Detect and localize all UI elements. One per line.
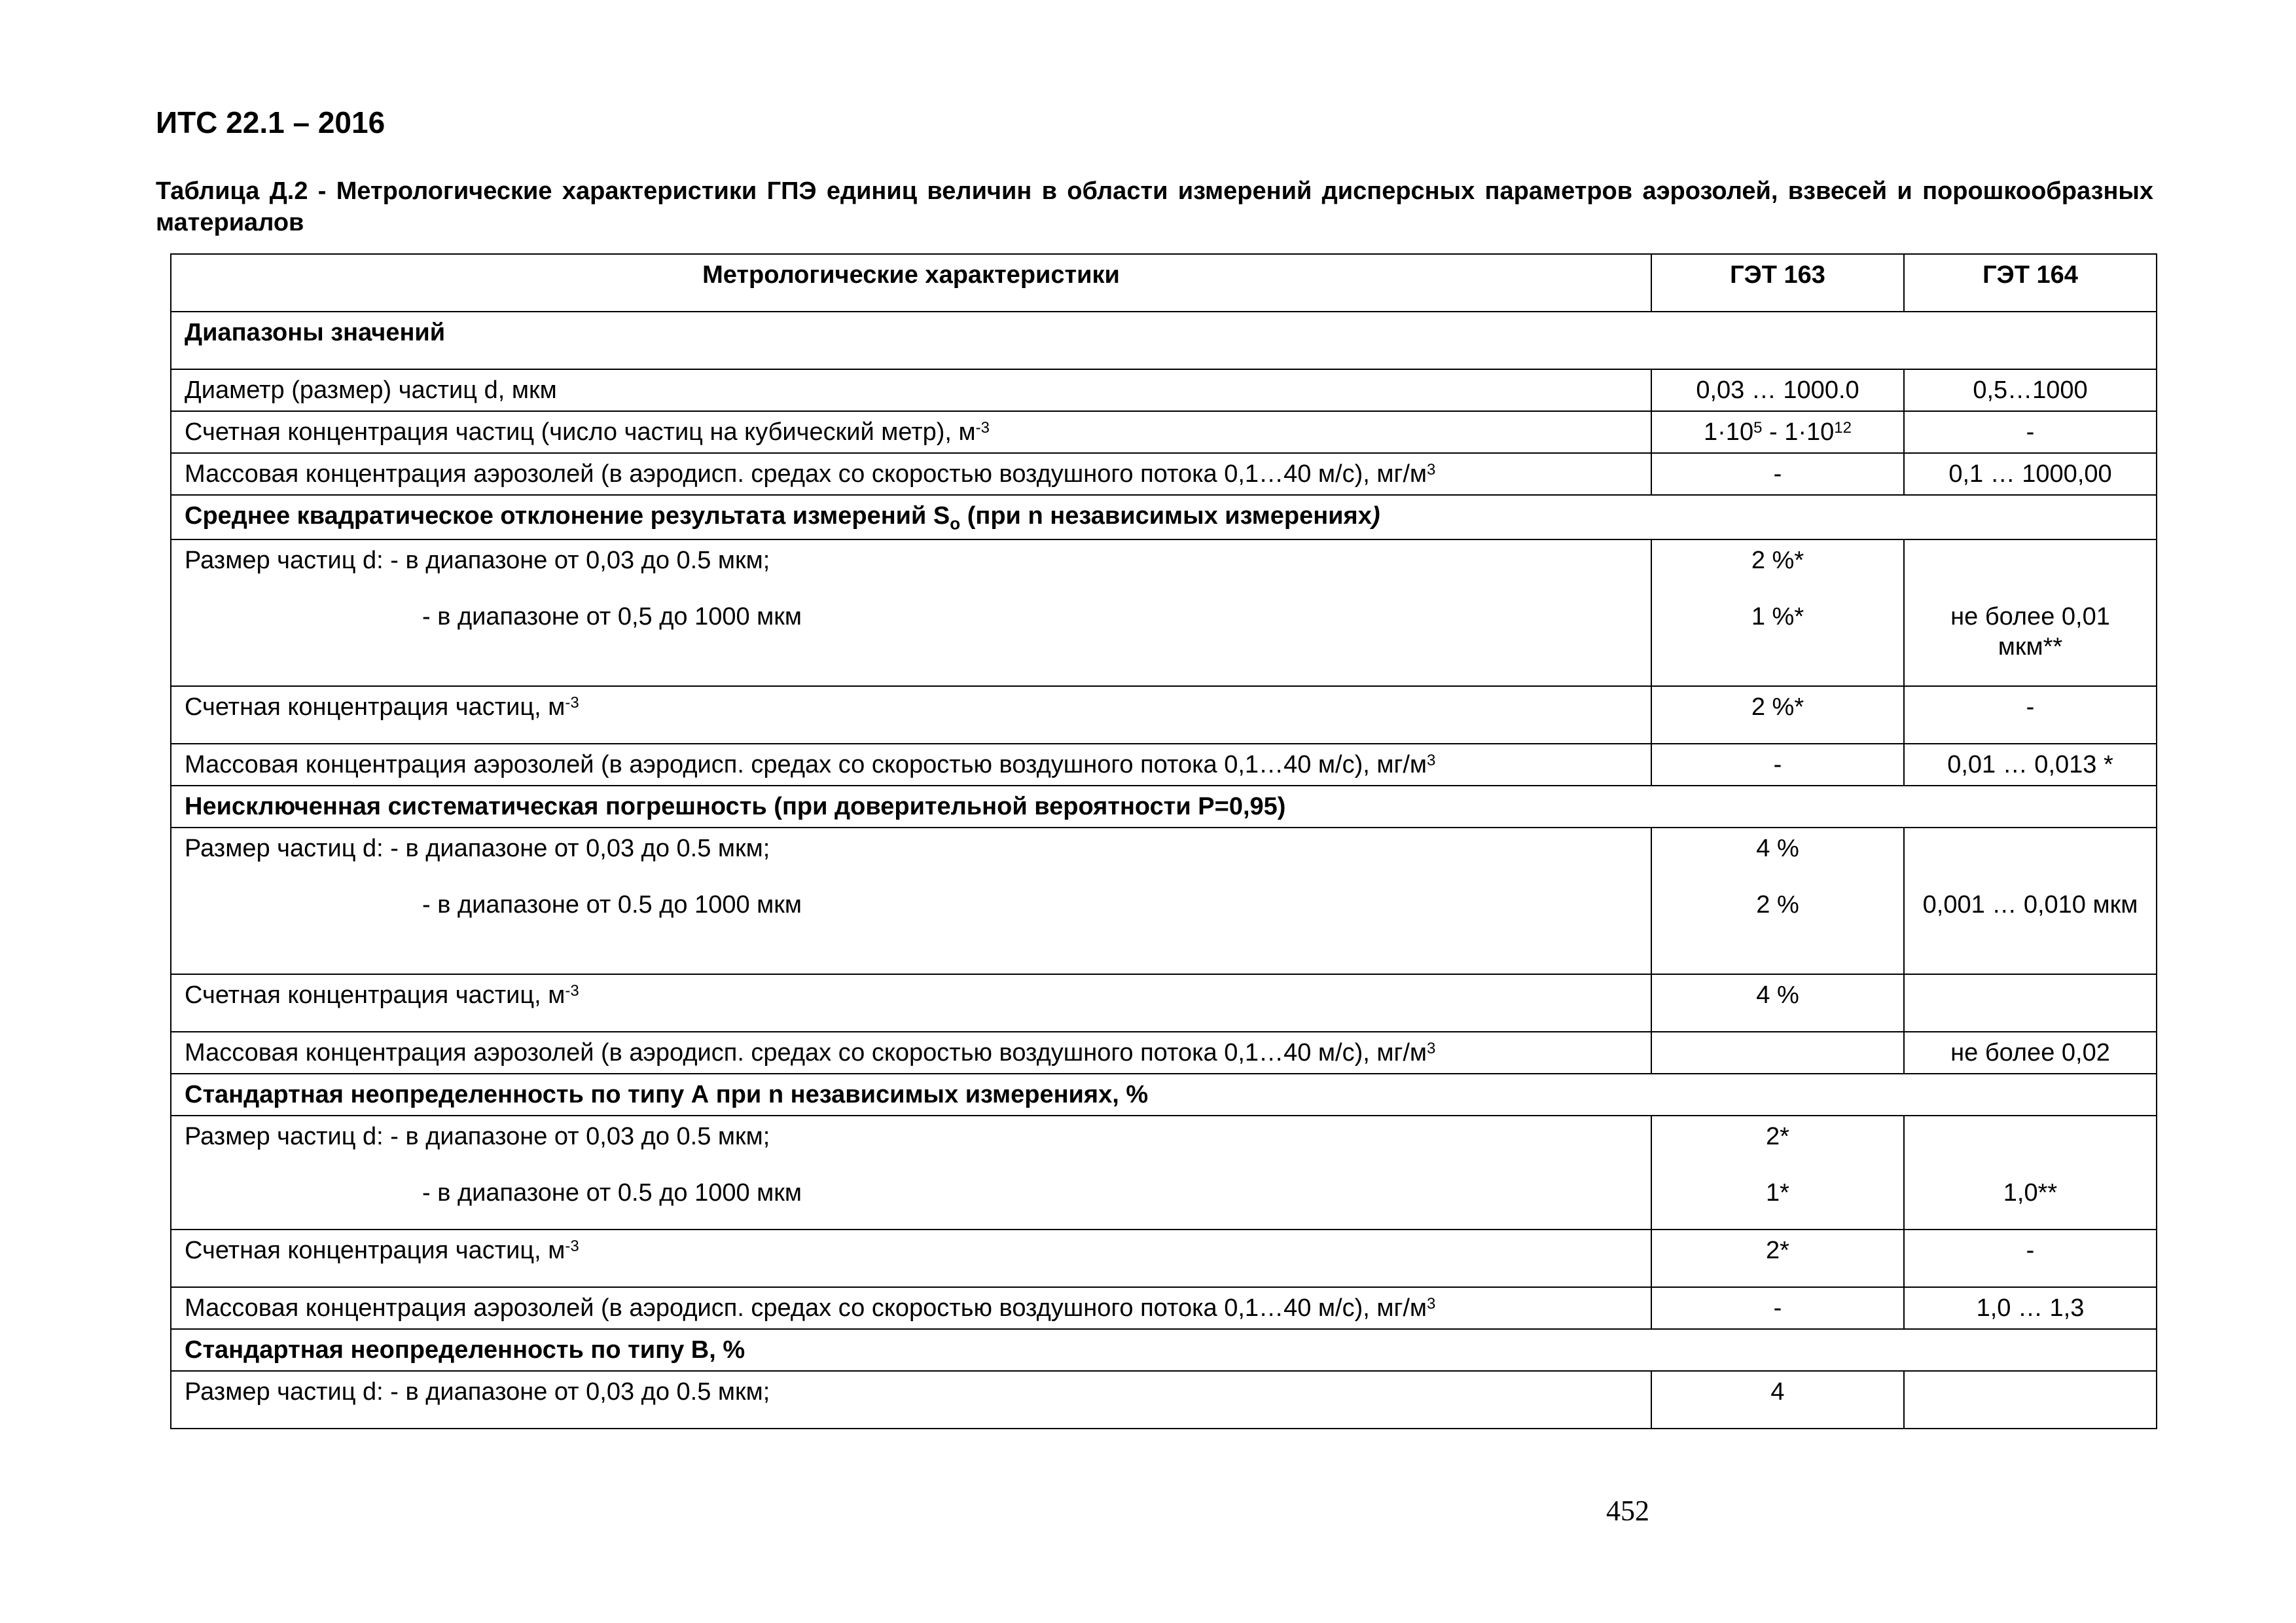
row-label: Счетная концентрация частиц, $м^{-3}$: [171, 1230, 1651, 1287]
get164-value: не более 0,01 мкм**: [1904, 539, 2157, 686]
table-row: [171, 369, 2157, 411]
table-caption: Таблица Д.2 - Метрологические характеристики ГПЭ единиц величин в области измерений дисперсных параметров аэрозолей, взвесей и порошкообразных материалов: [156, 177, 2153, 236]
section-row-uncertainty-b: [171, 1329, 2157, 1371]
section-title: Стандартная неопределенность по типу В, %: [171, 1329, 2157, 1371]
get164-value: -: [1904, 411, 2157, 453]
table-row: [171, 453, 2157, 495]
document-code: ИТС 22.1 – 2016: [156, 105, 386, 139]
row-label: Массовая концентрация аэрозолей (в аэродисп. средах со скоростью воздушного потока 0,1…40 м/с), $мг/м^3$: [171, 453, 1651, 495]
table-row: [171, 1230, 2157, 1287]
section-title: Диапазоны значений: [171, 312, 2157, 369]
row-label: Массовая концентрация аэрозолей (в аэродисп. средах со скоростью воздушного потока 0,1…40 м/с), $мг/м^3$: [171, 1287, 1651, 1329]
table-header-row: [171, 254, 2157, 312]
get164-value: [1904, 1371, 2157, 1429]
table-row: [171, 411, 2157, 453]
get164-value: [1904, 974, 2157, 1032]
table-row: [171, 974, 2157, 1032]
get163-value: 0,03 … 1000.0: [1651, 369, 1904, 411]
get164-value: не более 0,02: [1904, 1032, 2157, 1074]
table-row: [171, 686, 2157, 744]
header-get164: ГЭТ 164: [1904, 254, 2157, 312]
section-row-systematic-error: [171, 786, 2157, 828]
row-label: Размер частиц d: - в диапазоне от 0,03 до 0.5 мкм; - в диапазоне от 0.5 до 1000 мкм: [171, 1116, 1651, 1230]
table-row: [171, 744, 2157, 786]
get164-value: 0,5…1000: [1904, 369, 2157, 411]
row-label: Размер частиц d: - в диапазоне от 0,03 до 0.5 мкм; - в диапазоне от 0,5 до 1000 мкм: [171, 539, 1651, 686]
get164-value: 0,01 … 0,013 *: [1904, 744, 2157, 786]
get164-value: 0,001 … 0,010 мкм: [1904, 828, 2157, 974]
get163-value: 2*: [1651, 1230, 1904, 1287]
row-label: Размер частиц d: - в диапазоне от 0,03 до 0.5 мкм;: [171, 1371, 1651, 1429]
row-label: Счетная концентрация частиц, $м^{-3}$: [171, 686, 1651, 744]
table-row: [171, 828, 2157, 974]
get163-value: 4: [1651, 1371, 1904, 1429]
row-label: Размер частиц d: - в диапазоне от 0,03 до 0.5 мкм; - в диапазоне от 0.5 до 1000 мкм: [171, 828, 1651, 974]
get163-value: -: [1651, 1287, 1904, 1329]
header-get163: ГЭТ 163: [1651, 254, 1904, 312]
get163-value: $1\cdot 10^5 - 1\cdot 10^{12}$: [1651, 411, 1904, 453]
get163-value: 2* 1*: [1651, 1116, 1904, 1230]
section-row-std-deviation: [171, 495, 2157, 539]
get164-value: 1,0 … 1,3: [1904, 1287, 2157, 1329]
row-label: Массовая концентрация аэрозолей (в аэродисп. средах со скоростью воздушного потока 0,1…40 м/с), $мг/м^3$: [171, 1032, 1651, 1074]
row-label: Диаметр (размер) частиц d, мкм: [171, 369, 1651, 411]
get163-value: 4 %: [1651, 974, 1904, 1032]
metrology-table: [170, 253, 2157, 1429]
get163-value: 2 %* 1 %*: [1651, 539, 1904, 686]
get163-value: 4 % 2 %: [1651, 828, 1904, 974]
get164-value: 1,0**: [1904, 1116, 2157, 1230]
get163-value: [1651, 1032, 1904, 1074]
header-characteristics: Метрологические характеристики: [171, 254, 1651, 312]
section-row-ranges: [171, 312, 2157, 369]
section-title: Среднее квадратическое отклонение результата измерений $S_o$ (при n независимых измерениях): [171, 495, 2157, 539]
section-title: Неисключенная систематическая погрешность (при доверительной вероятности Р=0,95): [171, 786, 2157, 828]
row-label: Счетная концентрация частиц, $м^{-3}$: [171, 974, 1651, 1032]
table-row: [171, 1371, 2157, 1429]
table-row: [171, 1032, 2157, 1074]
row-label: Массовая концентрация аэрозолей (в аэродисп. средах со скоростью воздушного потока 0,1…40 м/с), $мг/м^3$: [171, 744, 1651, 786]
get164-value: -: [1904, 1230, 2157, 1287]
page-number: 452: [1606, 1495, 1649, 1527]
row-label: Счетная концентрация частиц (число частиц на кубический метр), $м^{-3}$: [171, 411, 1651, 453]
table-row: [171, 1287, 2157, 1329]
get164-value: 0,1 … 1000,00: [1904, 453, 2157, 495]
get164-value: -: [1904, 686, 2157, 744]
get163-value: -: [1651, 744, 1904, 786]
table-row: [171, 1116, 2157, 1230]
get163-value: -: [1651, 453, 1904, 495]
get163-value: 2 %*: [1651, 686, 1904, 744]
section-row-uncertainty-a: [171, 1074, 2157, 1116]
section-title: Стандартная неопределенность по типу А при n независимых измерениях, %: [171, 1074, 2157, 1116]
table-row: [171, 539, 2157, 686]
